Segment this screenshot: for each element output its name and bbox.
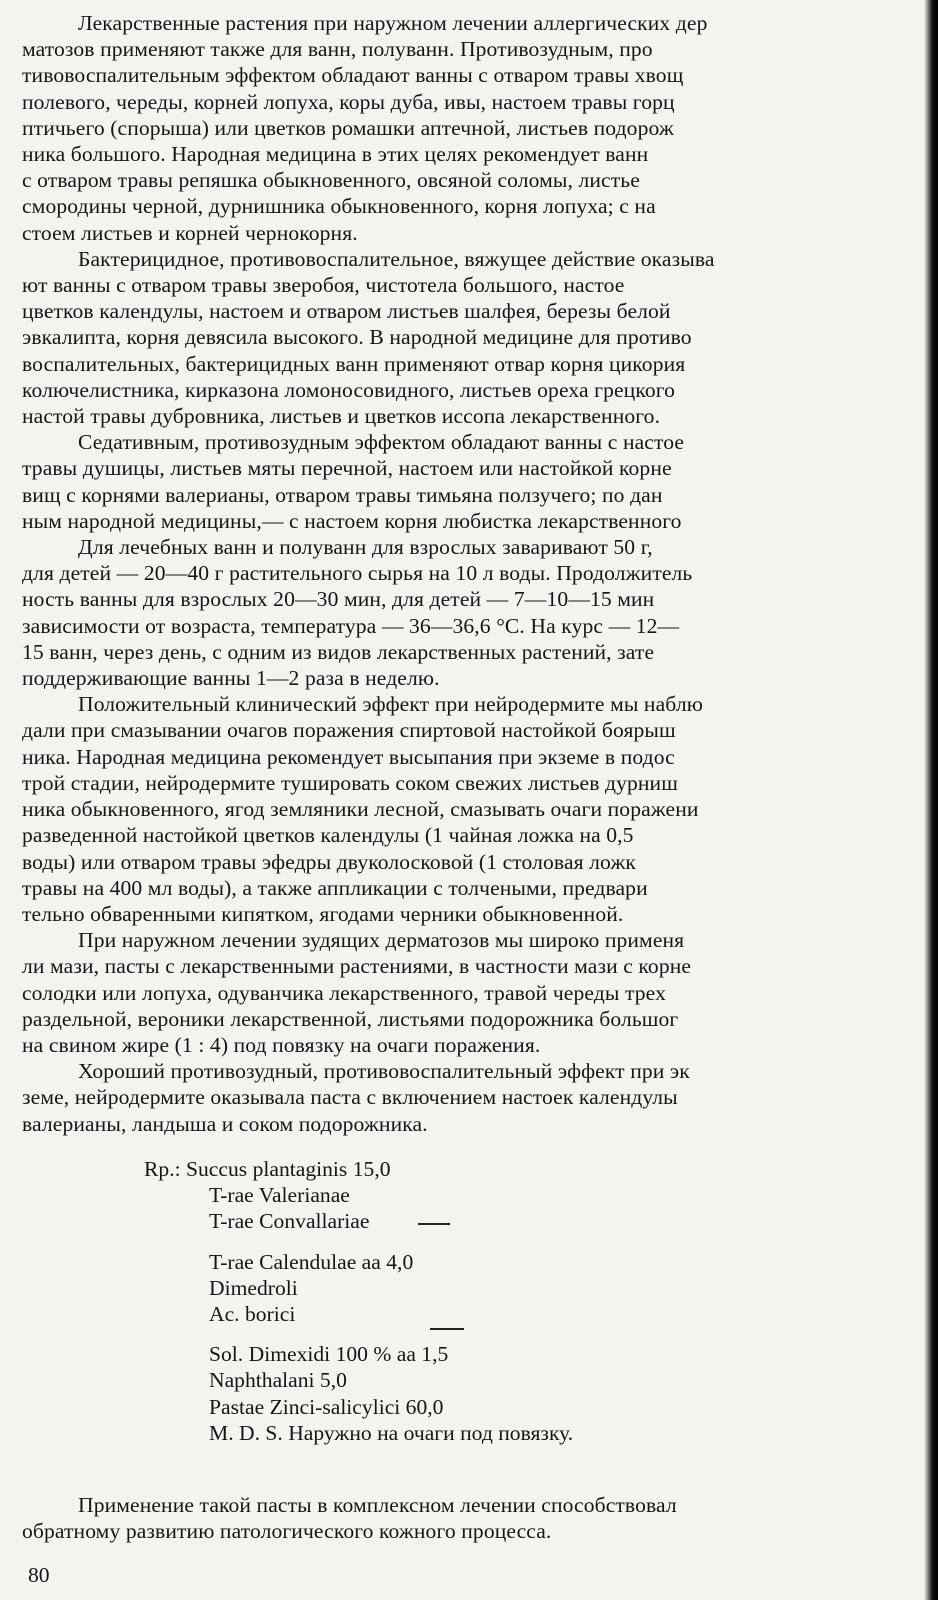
recipe-bracket-bar xyxy=(418,1223,450,1225)
paragraph-bactericidal: Бактерицидное, противовоспалительное, вяжущее действие оказыва ют ванны с отваром травы зверобоя, чистотела большого, настое цветков календулы, настоем и отваром листьев шалфея, березы белой эвкалипта, корня девясила высокого. В народной медицине для противо воспалительных, бактерицидных ванн применяют отвар корня цикория колючелистника, кирказона ломоносовидного, листьев ореха грецкого настой травы дубровника, листьев и цветков иссопа лекарственного. xyxy=(22,246,715,429)
book-page xyxy=(22,10,927,1590)
paragraph-ointments: При наружном лечении зудящих дерматозов мы широко применя ли мази, пасты с лекарственными растениями, в частности мази с корне солодки или лопуха, одуванчика лекарственного, травой череды трех раздельной, вероники лекарственной, листьями подорожника большог на свином жире (1 : 4) под повязку на очаги поражения. xyxy=(22,928,692,1057)
paragraph-sedative: Седативным, противозудным эффектом обладают ванны с настое травы душицы, листьев мяты перечной, настоем или настойкой корне вищ с корнями валерианы, отваром травы тимьяна ползучего; по дан ным народной медицины,— с настоем корня любистка лекарственного xyxy=(22,430,685,533)
prescription xyxy=(144,1156,573,1446)
body-text xyxy=(22,10,927,1137)
recipe-line: Sol. Dimexidi 100 % aa 1,5 xyxy=(209,1342,449,1367)
recipe-rp: Rp.: Succus plantaginis 15,0 xyxy=(144,1157,391,1181)
recipe-line: Ac. borici xyxy=(209,1302,296,1327)
page-number: 80 xyxy=(28,1563,50,1587)
recipe-line: M. D. S. Наружно на очаги под повязку. xyxy=(209,1420,574,1445)
recipe-line: Dimedroli xyxy=(209,1275,298,1300)
paragraph-closing: Применение такой пасты в комплексном лечении способствовал обратному развитию патологического кожного процесса. xyxy=(22,1493,677,1544)
paragraph-neurodermatitis: Положительный клинический эффект при нейродермите мы наблю дали при смазывании очагов поражения спиртовой настойкой боярыш ника. Народная медицина рекомендует высыпания при экземе в подос трой стадии, нейродермите тушировать соком свежих листьев дурниш ника обыкновенного, ягод земляники лесной, смазывать очаги поражени разведенной настойкой цветков календулы (1 чайная ложка на 0,5 воды) или отваром травы эфедры двуколосковой (1 столовая ложк травы на 400 мл воды), а также аппликации с толчеными, предвари тельно обваренными кипятком, ягодами черники обыкновенной. xyxy=(22,692,703,926)
recipe-line: Naphthalani 5,0 xyxy=(209,1368,347,1393)
recipe-line: T-rae Calendulae aa 4,0 xyxy=(209,1249,414,1274)
scan-binding-edge xyxy=(924,0,938,1600)
recipe-line: Pastae Zinci-salicylici 60,0 xyxy=(209,1394,444,1419)
paragraph-paste: Хороший противозудный, противовоспалительный эффект при эк земе, нейродермите оказывала паста с включением настоек календулы валерианы, ландыша и соком подорожника. xyxy=(22,1059,690,1136)
recipe-line: T-rae Valerianae xyxy=(209,1183,350,1208)
paragraph-dosage: Для лечебных ванн и полуванн для взрослых заваривают 50 г, для детей — 20—40 г растительного сырья на 10 л воды. Продолжитель ность ванны для взрослых 20—30 мин, для детей — 7—10—15 мин зависимости от возраста, температура — 36—36,6 °С. На курс — 12— 15 ванн, через день, с одним из видов лекарственных растений, зате поддерживающие ванны 1—2 раза в неделю. xyxy=(22,535,693,691)
paragraph-baths: Лекарственные растения при наружном лечении аллергических дер матозов применяют также для ванн, полуванн. Противозудным, про тивовоспалительным эффектом обладают ванны с отваром травы хвощ полевого, череды, корней лопуха, коры дуба, ивы, настоем травы горц птичьего (спорыша) или цветков ромашки аптечной, листьев подорож ника большого. Народная медицина в этих целях рекомендует ванн с отваром травы репяшка обыкновенного, овсяной соломы, листье смородины черной, дурнишника обыкновенного, корня лопуха; с на стоем листьев и корней чернокорня. xyxy=(22,11,708,245)
closing-text xyxy=(22,1492,927,1544)
recipe-bracket-bar xyxy=(430,1328,464,1330)
recipe-line: T-rae Convallariae xyxy=(209,1209,370,1234)
